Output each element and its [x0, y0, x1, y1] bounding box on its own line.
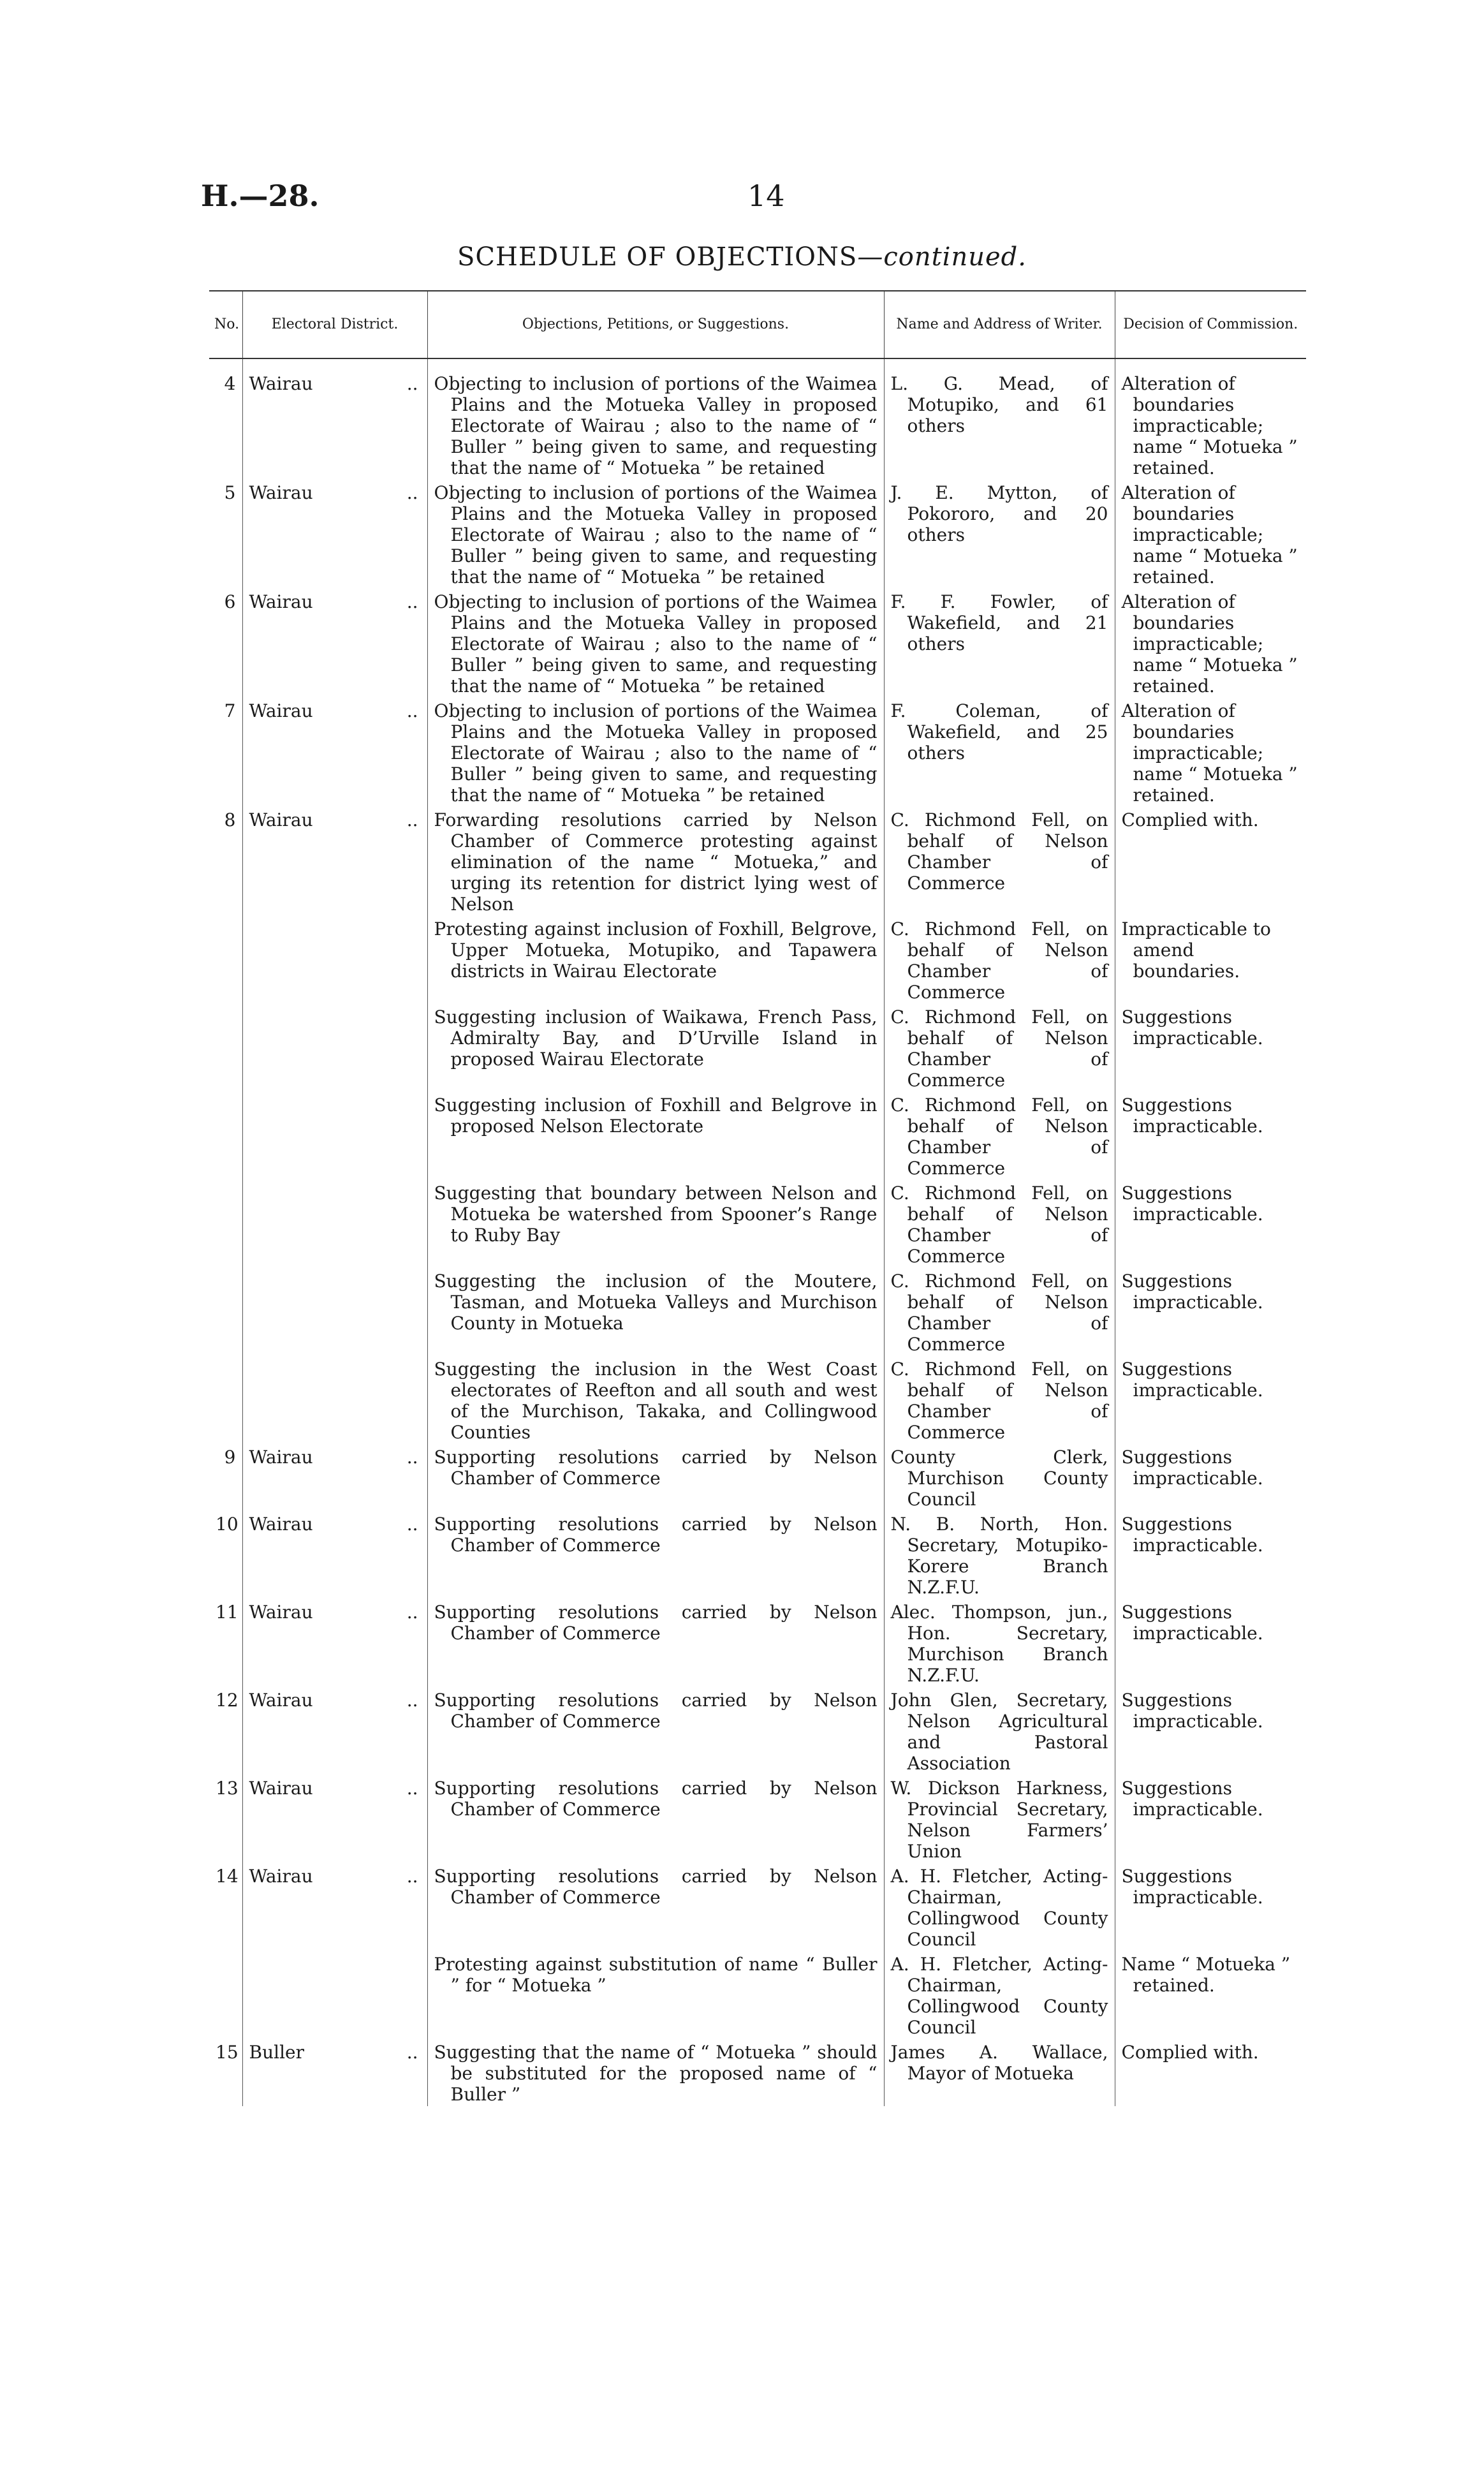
row-district: Wairau — [249, 482, 313, 503]
row-objection: Supporting resolutions carried by Nelson Chamber of Commerce — [434, 1447, 878, 1489]
table-row — [209, 916, 1306, 1004]
row-district: Wairau — [249, 700, 313, 721]
row-objection: Supporting resolutions carried by Nelson Chamber of Commerce — [434, 1690, 878, 1732]
row-number-cell — [209, 1444, 242, 1511]
row-district: Wairau — [249, 1514, 313, 1535]
row-decision-cell — [1115, 698, 1306, 807]
schedule-title — [0, 242, 1484, 272]
column-header-district: Electoral District. — [242, 291, 427, 358]
row-district-cell — [242, 358, 427, 480]
row-number: 5 — [224, 482, 236, 503]
row-objection: Suggesting inclusion of Foxhill and Belgrove in proposed Nelson Electorate — [434, 1095, 878, 1137]
row-writer-cell — [884, 698, 1115, 807]
schedule-title-main: SCHEDULE OF OBJECTIONS — [457, 242, 858, 272]
row-writer: F. F. Fowler, of Wakefield, and 21 others — [890, 591, 1108, 654]
row-district: Wairau — [249, 1778, 313, 1799]
row-writer-cell — [884, 1268, 1115, 1356]
row-objection-cell — [427, 1863, 884, 1951]
row-decision-cell — [1115, 1268, 1306, 1356]
row-decision: Suggestions impracticable. — [1121, 1095, 1263, 1137]
row-writer: Alec. Thompson, jun., Hon. Secretary, Murchison Branch N.Z.F.U. — [890, 1602, 1108, 1686]
page-number: 14 — [747, 179, 785, 213]
row-objection: Supporting resolutions carried by Nelson Chamber of Commerce — [434, 1866, 878, 1908]
row-decision: Suggestions impracticable. — [1121, 1447, 1263, 1489]
row-writer: W. Dickson Harkness, Provincial Secretary, Nelson Farmers’ Union — [890, 1778, 1108, 1862]
row-decision: Impracticable to amend boundaries. — [1121, 918, 1271, 982]
table-row — [209, 1092, 1306, 1180]
row-decision-cell — [1115, 1863, 1306, 1951]
row-district-cell — [242, 1268, 427, 1356]
row-objection: Suggesting inclusion of Waikawa, French Pass, Admiralty Bay, and D’Urville Island in proposed Wairau Electorate — [434, 1007, 878, 1070]
row-writer-cell — [884, 2039, 1115, 2106]
row-decision-cell — [1115, 1444, 1306, 1511]
row-writer-cell — [884, 807, 1115, 916]
row-number-cell — [209, 1004, 242, 1092]
row-writer-cell — [884, 1511, 1115, 1599]
row-writer-cell — [884, 480, 1115, 589]
schedule-title-continued: —continued. — [857, 242, 1027, 272]
leader-dots: .. — [406, 1866, 418, 1887]
row-objection: Objecting to inclusion of portions of the Waimea Plains and the Motueka Valley in proposed Electorate of Wairau ; also to the name of “ Buller ” being given to same, and requesting that the name of “ Motueka ” be retained — [434, 591, 878, 697]
row-number-cell — [209, 1775, 242, 1863]
row-objection: Suggesting that the name of “ Motueka ” should be substituted for the proposed name of “ Buller ” — [434, 2042, 878, 2105]
row-district: Wairau — [249, 1447, 313, 1468]
row-writer-cell — [884, 358, 1115, 480]
row-writer: L. G. Mead, of Motupiko, and 61 others — [890, 373, 1108, 436]
leader-dots: .. — [406, 1690, 418, 1711]
row-district: Wairau — [249, 1866, 313, 1887]
table-row — [209, 1775, 1306, 1863]
row-number-cell — [209, 807, 242, 916]
row-number: 15 — [216, 2042, 239, 2063]
row-decision-cell — [1115, 1004, 1306, 1092]
row-objection-cell — [427, 1268, 884, 1356]
row-decision-cell — [1115, 1775, 1306, 1863]
row-decision: Alteration of boundaries impracticable; name “ Motueka ” retained. — [1121, 373, 1298, 478]
row-decision-cell — [1115, 589, 1306, 698]
row-decision: Alteration of boundaries impracticable; name “ Motueka ” retained. — [1121, 591, 1298, 697]
leader-dots: .. — [406, 1778, 418, 1799]
row-district-cell — [242, 1687, 427, 1775]
row-district: Wairau — [249, 591, 313, 612]
row-number: 9 — [224, 1447, 236, 1468]
leader-dots: .. — [406, 591, 418, 612]
row-number-cell — [209, 1863, 242, 1951]
row-objection-cell — [427, 807, 884, 916]
row-district: Wairau — [249, 1690, 313, 1711]
table-row — [209, 589, 1306, 698]
row-number-cell — [209, 358, 242, 480]
column-header-decision: Decision of Commission. — [1115, 291, 1306, 358]
row-objection: Suggesting the inclusion in the West Coast electorates of Reefton and all south and west of the Murchison, Takaka, and Collingwood Counties — [434, 1359, 878, 1443]
row-decision: Suggestions impracticable. — [1121, 1778, 1263, 1820]
row-writer: County Clerk, Murchison County Council — [890, 1447, 1108, 1510]
row-district-cell — [242, 1444, 427, 1511]
column-header-objection: Objections, Petitions, or Suggestions. — [427, 291, 884, 358]
row-district-cell — [242, 480, 427, 589]
row-writer: A. H. Fletcher, Acting-Chairman, Collingwood County Council — [890, 1866, 1108, 1950]
row-number-cell — [209, 1180, 242, 1268]
row-objection: Objecting to inclusion of portions of the Waimea Plains and the Motueka Valley in proposed Electorate of Wairau ; also to the name of “ Buller ” being given to same, and requesting that the name of “ Motueka ” be retained — [434, 482, 878, 587]
row-writer-cell — [884, 1775, 1115, 1863]
row-objection-cell — [427, 1092, 884, 1180]
row-decision-cell — [1115, 1092, 1306, 1180]
row-objection: Suggesting the inclusion of the Moutere, Tasman, and Motueka Valleys and Murchison County in Motueka — [434, 1271, 878, 1334]
row-number: 6 — [224, 591, 236, 612]
row-objection-cell — [427, 1687, 884, 1775]
row-number: 13 — [216, 1778, 239, 1799]
leader-dots: .. — [406, 1514, 418, 1535]
table-row — [209, 1268, 1306, 1356]
row-decision: Suggestions impracticable. — [1121, 1514, 1263, 1556]
table-row — [209, 1444, 1306, 1511]
row-district-cell — [242, 1356, 427, 1444]
table-row — [209, 1004, 1306, 1092]
row-decision-cell — [1115, 807, 1306, 916]
table-row — [209, 1180, 1306, 1268]
row-writer: J. E. Mytton, of Pokororo, and 20 others — [890, 482, 1108, 545]
table-row — [209, 1599, 1306, 1687]
row-objection: Protesting against inclusion of Foxhill, Belgrove, Upper Motueka, Motupiko, and Tapawera districts in Wairau Electorate — [434, 918, 878, 982]
row-decision-cell — [1115, 1687, 1306, 1775]
row-number: 8 — [224, 809, 236, 830]
row-writer: C. Richmond Fell, on behalf of Nelson Chamber of Commerce — [890, 809, 1108, 894]
row-writer-cell — [884, 1444, 1115, 1511]
row-decision-cell — [1115, 1599, 1306, 1687]
row-writer: C. Richmond Fell, on behalf of Nelson Chamber of Commerce — [890, 1095, 1108, 1179]
row-decision: Suggestions impracticable. — [1121, 1866, 1263, 1908]
leader-dots: .. — [406, 809, 418, 830]
row-objection: Suggesting that boundary between Nelson and Motueka be watershed from Spooner’s Range to Ruby Bay — [434, 1183, 878, 1246]
row-number-cell — [209, 698, 242, 807]
row-writer-cell — [884, 1356, 1115, 1444]
row-writer: C. Richmond Fell, on behalf of Nelson Chamber of Commerce — [890, 1183, 1108, 1267]
row-objection: Objecting to inclusion of portions of the Waimea Plains and the Motueka Valley in proposed Electorate of Wairau ; also to the name of “ Buller ” being given to same, and requesting that the name of “ Motueka ” be retained — [434, 700, 878, 806]
row-writer-cell — [884, 1180, 1115, 1268]
leader-dots: .. — [406, 373, 418, 394]
row-district-cell — [242, 1180, 427, 1268]
row-objection: Supporting resolutions carried by Nelson Chamber of Commerce — [434, 1778, 878, 1820]
row-writer-cell — [884, 1092, 1115, 1180]
row-objection: Protesting against substitution of name “ Buller ” for “ Motueka ” — [434, 1954, 878, 1996]
table-row — [209, 1863, 1306, 1951]
row-objection-cell — [427, 1951, 884, 2039]
row-number-cell — [209, 1092, 242, 1180]
row-decision: Suggestions impracticable. — [1121, 1007, 1263, 1049]
row-number-cell — [209, 916, 242, 1004]
row-writer: N. B. North, Hon. Secretary, Motupiko-Korere Branch N.Z.F.U. — [890, 1514, 1108, 1598]
row-writer-cell — [884, 589, 1115, 698]
table-row — [209, 1687, 1306, 1775]
row-district-cell — [242, 2039, 427, 2106]
leader-dots: .. — [406, 482, 418, 503]
row-district-cell — [242, 698, 427, 807]
row-number-cell — [209, 1511, 242, 1599]
row-objection-cell — [427, 1775, 884, 1863]
row-writer: James A. Wallace, Mayor of Motueka — [890, 2042, 1108, 2084]
row-objection-cell — [427, 2039, 884, 2106]
column-header-no: No. — [209, 291, 242, 358]
row-district-cell — [242, 1599, 427, 1687]
leader-dots: .. — [406, 700, 418, 721]
row-decision: Suggestions impracticable. — [1121, 1271, 1263, 1313]
row-objection-cell — [427, 1444, 884, 1511]
row-decision: Suggestions impracticable. — [1121, 1359, 1263, 1401]
row-objection-cell — [427, 916, 884, 1004]
row-writer: C. Richmond Fell, on behalf of Nelson Chamber of Commerce — [890, 1271, 1108, 1355]
row-number: 11 — [216, 1602, 239, 1623]
table-header-row — [209, 291, 1306, 358]
row-writer: C. Richmond Fell, on behalf of Nelson Chamber of Commerce — [890, 1359, 1108, 1443]
row-objection: Objecting to inclusion of portions of the Waimea Plains and the Motueka Valley in proposed Electorate of Wairau ; also to the name of “ Buller ” being given to same, and requesting that the name of “ Motueka ” be retained — [434, 373, 878, 478]
row-writer-cell — [884, 1863, 1115, 1951]
row-decision: Alteration of boundaries impracticable; name “ Motueka ” retained. — [1121, 482, 1298, 587]
row-district-cell — [242, 1863, 427, 1951]
row-decision-cell — [1115, 480, 1306, 589]
row-decision: Alteration of boundaries impracticable; name “ Motueka ” retained. — [1121, 700, 1298, 806]
table-row — [209, 807, 1306, 916]
row-objection-cell — [427, 358, 884, 480]
row-decision: Suggestions impracticable. — [1121, 1183, 1263, 1225]
table-row — [209, 358, 1306, 480]
row-district-cell — [242, 1775, 427, 1863]
row-number-cell — [209, 480, 242, 589]
row-writer-cell — [884, 1004, 1115, 1092]
row-objection-cell — [427, 698, 884, 807]
row-district: Wairau — [249, 373, 313, 394]
row-number-cell — [209, 1268, 242, 1356]
table-row — [209, 2039, 1306, 2106]
row-number: 12 — [216, 1690, 239, 1711]
leader-dots: .. — [406, 1602, 418, 1623]
row-objection: Forwarding resolutions carried by Nelson Chamber of Commerce protesting against elimination of the name “ Motueka,” and urging its retention for district lying west of Nelson — [434, 809, 878, 915]
table-row — [209, 698, 1306, 807]
row-decision-cell — [1115, 1951, 1306, 2039]
row-decision-cell — [1115, 2039, 1306, 2106]
row-number: 4 — [224, 373, 236, 394]
row-decision: Complied with. — [1121, 809, 1259, 830]
column-header-name: Name and Address of Writer. — [884, 291, 1115, 358]
row-decision-cell — [1115, 358, 1306, 480]
table-row — [209, 1951, 1306, 2039]
row-writer-cell — [884, 1687, 1115, 1775]
row-objection-cell — [427, 480, 884, 589]
row-writer-cell — [884, 916, 1115, 1004]
row-writer: C. Richmond Fell, on behalf of Nelson Chamber of Commerce — [890, 918, 1108, 1003]
row-writer: F. Coleman, of Wakefield, and 25 others — [890, 700, 1108, 763]
row-district-cell — [242, 1004, 427, 1092]
leader-dots: .. — [406, 2042, 418, 2063]
row-number-cell — [209, 1356, 242, 1444]
row-decision: Name “ Motueka ” retained. — [1121, 1954, 1291, 1996]
row-number-cell — [209, 1687, 242, 1775]
leader-dots: .. — [406, 1447, 418, 1468]
table-row — [209, 1356, 1306, 1444]
row-district-cell — [242, 1951, 427, 2039]
table-row — [209, 1511, 1306, 1599]
row-objection-cell — [427, 589, 884, 698]
row-district-cell — [242, 807, 427, 916]
row-writer: C. Richmond Fell, on behalf of Nelson Chamber of Commerce — [890, 1007, 1108, 1091]
row-district-cell — [242, 1511, 427, 1599]
row-number-cell — [209, 2039, 242, 2106]
objections-table — [209, 290, 1306, 2106]
row-district-cell — [242, 589, 427, 698]
row-decision-cell — [1115, 916, 1306, 1004]
row-writer-cell — [884, 1951, 1115, 2039]
row-district-cell — [242, 1092, 427, 1180]
row-district: Buller — [249, 2042, 304, 2063]
document-reference: H.—28. — [201, 179, 320, 213]
row-district: Wairau — [249, 809, 313, 830]
row-objection-cell — [427, 1511, 884, 1599]
row-decision: Suggestions impracticable. — [1121, 1602, 1263, 1644]
row-number: 14 — [216, 1866, 239, 1887]
row-number: 10 — [216, 1514, 239, 1535]
row-objection-cell — [427, 1599, 884, 1687]
page-header — [0, 179, 1484, 230]
row-writer: A. H. Fletcher, Acting-Chairman, Collingwood County Council — [890, 1954, 1108, 2038]
row-objection: Supporting resolutions carried by Nelson Chamber of Commerce — [434, 1514, 878, 1556]
row-decision-cell — [1115, 1180, 1306, 1268]
row-objection-cell — [427, 1180, 884, 1268]
row-number-cell — [209, 1951, 242, 2039]
row-district: Wairau — [249, 1602, 313, 1623]
row-number: 7 — [224, 700, 236, 721]
row-decision-cell — [1115, 1511, 1306, 1599]
row-decision-cell — [1115, 1356, 1306, 1444]
row-number-cell — [209, 1599, 242, 1687]
row-objection-cell — [427, 1004, 884, 1092]
row-objection-cell — [427, 1356, 884, 1444]
row-objection: Supporting resolutions carried by Nelson Chamber of Commerce — [434, 1602, 878, 1644]
table-row — [209, 480, 1306, 589]
row-decision: Complied with. — [1121, 2042, 1259, 2063]
row-number-cell — [209, 589, 242, 698]
row-district-cell — [242, 916, 427, 1004]
row-decision: Suggestions impracticable. — [1121, 1690, 1263, 1732]
row-writer-cell — [884, 1599, 1115, 1687]
row-writer: John Glen, Secretary, Nelson Agricultural and Pastoral Association — [890, 1690, 1108, 1774]
